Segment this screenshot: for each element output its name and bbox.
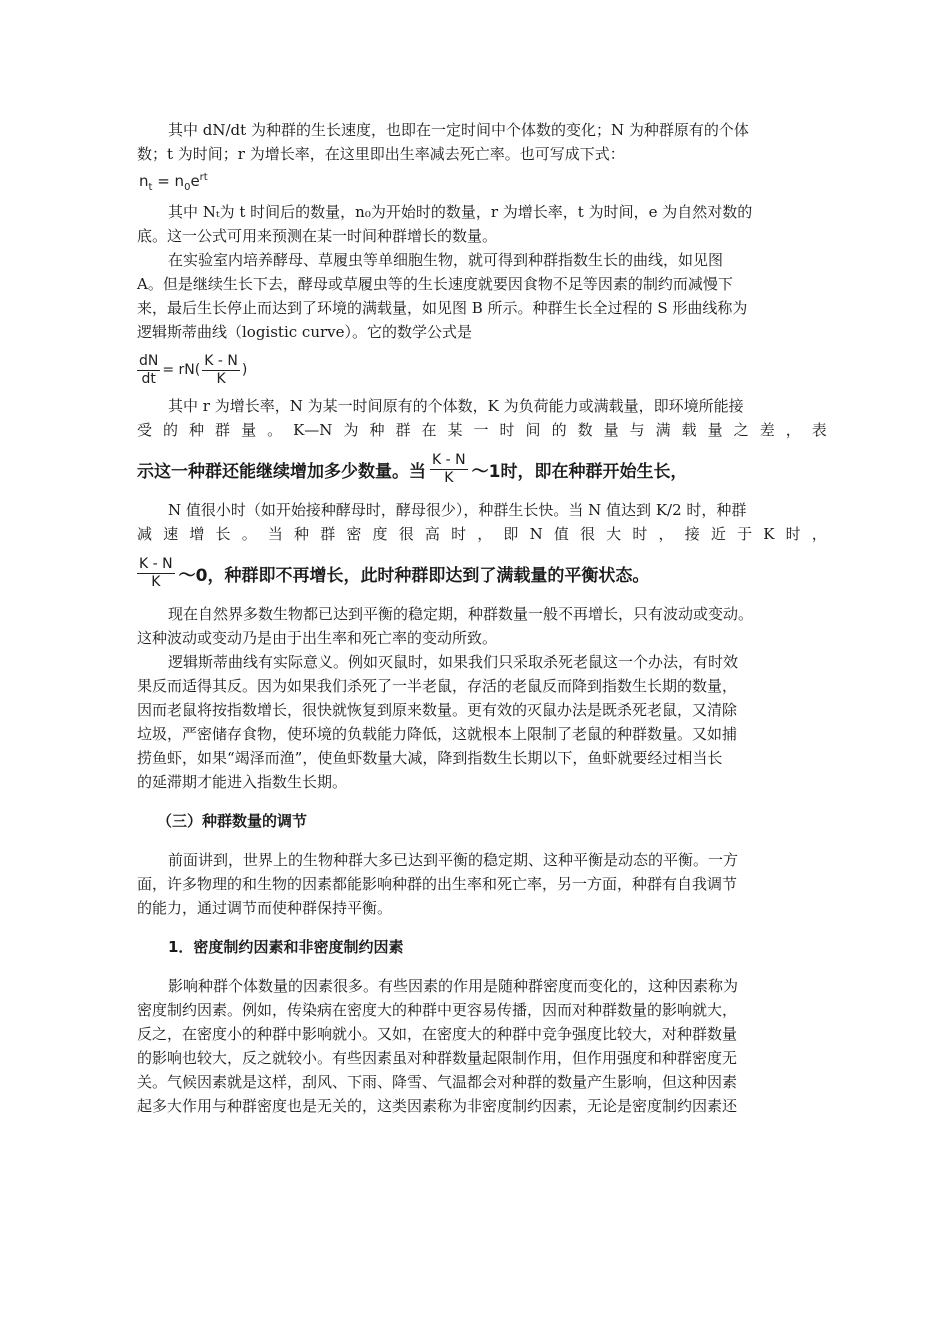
spaced-word: 值 [553,525,569,543]
spaced-word: 与 [629,421,645,439]
exponential-growth-formula [139,172,827,196]
subsection-heading: 1．密度制约因素和非密度制约因素 [168,938,404,956]
spaced-word: 时 [632,525,648,543]
formula-symbol: n [139,172,149,190]
spaced-word: ， [658,525,674,543]
spaced-word: 的 [551,421,567,439]
spaced-word: 度 [372,525,388,543]
paragraph-line: 的延滞期才能进入指数生长期。 [137,773,348,791]
paragraph-line: 在实验室内培养酵母、草履虫等单细胞生物，就可得到种群指数生长的曲线，如见图 [168,251,724,269]
spaced-word: 长 [215,525,231,543]
spaced-word: K [763,525,775,543]
spaced-word: ， [785,421,801,439]
spaced-word: 群 [215,421,231,439]
spaced-word: 某 [447,421,463,439]
spaced-word: K—N [293,421,333,439]
bold-text: ～0，种群即不再增长，此时种群即达到了满载量的平衡状态。 [178,565,650,586]
spaced-word: 时 [499,421,515,439]
spaced-word: 大 [606,525,622,543]
fraction-denominator: K [444,469,454,486]
paragraph-line: 垃圾，严密储存食物，使环境的负载能力降低，这就根本上限制了老鼠的种群数量。又如捕 [137,725,738,743]
spaced-word: 载 [681,421,697,439]
image-text-line [137,550,827,596]
formula-fraction [202,353,240,388]
paragraph-line: 其中 r 为增长率，N 为某一时间原有的个体数，K 为负荷能力或满载量，即环境所能接 [168,397,744,415]
formula-subscript: t [148,182,153,193]
spaced-word: 表 [811,421,827,439]
fraction-denominator: K [151,573,161,590]
paragraph-line: 来，最后生长停止而达到了环境的满载量，如见图 B 所示。种群生长全过程的 S 形曲线称为 [137,299,748,317]
spaced-word: 种 [369,421,385,439]
logistic-formula [137,348,827,392]
image-text-line [137,446,827,492]
spaced-word: 之 [733,421,749,439]
paragraph-line: 反之，在密度小的种群中影响就小。又如，在密度大的种群中竞争强度比较大，对种群数量 [137,1025,738,1043]
spaced-word: 群 [320,525,336,543]
paragraph-line: N 值很小时（如开始接种酵母时，酵母很少），种群生长快。当 N 值达到 K/2 时，种群 [168,501,747,519]
paragraph-line: 面，许多物理的和生物的因素都能影响种群的出生率和死亡率，另一方面，种群有自我调节 [137,875,738,893]
spaced-word: 受 [137,421,153,439]
spaced-word: 密 [346,525,362,543]
spaced-word: 量 [241,421,257,439]
spaced-word: 高 [424,525,440,543]
document-page [137,118,827,1118]
spaced-word: 种 [189,421,205,439]
spaced-word: 量 [603,421,619,439]
spaced-word: 一 [473,421,489,439]
spaced-word: 。 [267,421,283,439]
spaced-word: ， [811,525,827,543]
spaced-word: ， [477,525,493,543]
paragraph-line: 其中 dN/dt 为种群的生长速度，也即在一定时间中个体数的变化；N 为种群原有的个体 [168,121,749,139]
fraction-denominator: K [216,370,226,387]
spaced-word: 数 [577,421,593,439]
paragraph-line: 影响种群个体数量的因素很多。有些因素的作用是随种群密度而变化的，这种因素称为 [168,977,739,995]
spaced-word: 的 [163,421,179,439]
paragraph-line: 底。这一公式可用来预测在某一时间种群增长的数量。 [137,227,498,245]
spaced-word: 时 [451,525,467,543]
paragraph-line: 关。气候因素就是这样，刮风、下雨、降雪、气温都会对种群的数量产生影响，但这种因素 [137,1073,738,1091]
spaced-word: 满 [655,421,671,439]
spaced-word: N [529,525,543,543]
fraction-denominator: dt [141,370,156,387]
section-heading: （三）种群数量的调节 [157,812,308,830]
formula-fraction [430,452,468,487]
paragraph-line: 前面讲到，世界上的生物种群大多已达到平衡的稳定期、这种平衡是动态的平衡。一方 [168,851,739,869]
formula-subscript: 0 [184,182,191,193]
bold-text: 示这一种群还能继续增加多少数量。当 [137,461,426,482]
spaced-word: 很 [398,525,414,543]
paragraph-line: 现在自然界多数生物都已达到平衡的稳定期，种群数量一般不再增长，只有波动或变动。 [168,605,754,623]
formula-symbol: e [190,172,200,190]
paragraph-line: A。但是继续生长下去，酵母或草履虫等的生长速度就要因食物不足等因素的制约而减慢下 [137,275,733,293]
spaced-word: 量 [707,421,723,439]
spaced-word: 群 [395,421,411,439]
spaced-word: 差 [759,421,775,439]
bold-text: ～1时，即在种群开始生长， [471,461,688,482]
spaced-word: 即 [503,525,519,543]
paragraph-line: 这种波动或变动乃是由于出生率和死亡率的变动所致。 [137,629,498,647]
spaced-word: 间 [525,421,541,439]
paragraph-line: 其中 Nₜ为 t 时间后的数量，n₀为开始时的数量，r 为增长率，t 为时间，e 为自然对数的 [168,203,753,221]
fraction-numerator: K - N [204,352,238,369]
formula-fraction [137,556,175,591]
paragraph-line: 因而老鼠将按指数增长，很快就恢复到原来数量。更有效的灭鼠办法是既杀死老鼠，又清除 [137,701,738,719]
spaced-word: 于 [737,525,753,543]
paragraph-line: 的能力，通过调节而使种群保持平衡。 [137,899,393,917]
spaced-word: 种 [294,525,310,543]
spaced-word: 时 [785,525,801,543]
spaced-word: 为 [343,421,359,439]
formula-symbol: n [174,172,185,190]
paragraph-line: 逻辑斯蒂曲线有实际意义。例如灭鼠时，如果我们只采取杀死老鼠这一个办法，有时效 [168,653,739,671]
justified-line [137,522,827,546]
spaced-word: 减 [137,525,153,543]
justified-line [137,418,827,442]
paragraph-line: 果反而适得其反。因为如果我们杀死了一半老鼠，存活的老鼠反而降到指数生长期的数量， [137,677,738,695]
spaced-word: 。 [241,525,257,543]
formula-text: ) [241,362,248,378]
paragraph-line: 逻辑斯蒂曲线（logistic curve）。它的数学公式是 [137,323,473,341]
paragraph-line: 起多大作用与种群密度也是无关的，这类因素称为非密度制约因素，无论是密度制约因素还 [137,1097,738,1115]
formula-fraction [137,353,160,388]
spaced-word: 增 [189,525,205,543]
spaced-word: 当 [267,525,283,543]
spaced-word: 在 [421,421,437,439]
paragraph-line: 捞鱼虾，如果“竭泽而渔”，使鱼虾数量大减，降到指数生长期以下，鱼虾就要经过相当长 [137,749,723,767]
formula-equals: = [152,172,175,190]
fraction-numerator: dN [139,352,159,369]
paragraph-line: 的影响也较大，反之就较小。有些因素虽对种群数量起限制作用，但作用强度和种群密度无 [137,1049,738,1067]
fraction-numerator: K - N [432,451,466,468]
spaced-word: 很 [580,525,596,543]
paragraph-line: 密度制约因素。例如，传染病在密度大的种群中更容易传播，因而对种群数量的影响就大， [137,1001,738,1019]
spaced-word: 速 [163,525,179,543]
fraction-numerator: K - N [139,555,173,572]
formula-exponent: rt [199,172,208,183]
formula-text: = rN( [162,362,201,378]
spaced-word: 近 [710,525,726,543]
spaced-word: 接 [684,525,700,543]
paragraph-line: 数；t 为时间；r 为增长率，在这里即出生率减去死亡率。也可写成下式： [137,145,625,163]
